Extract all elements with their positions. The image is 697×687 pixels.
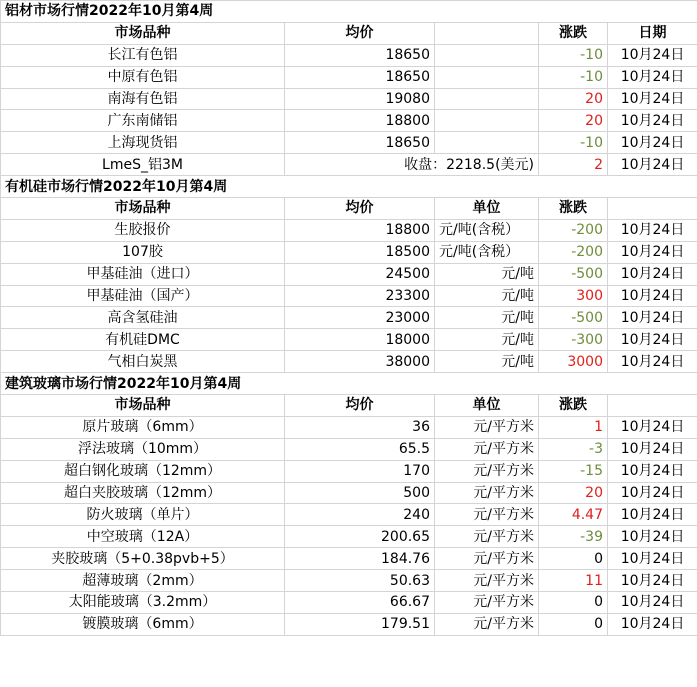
table-row xyxy=(1,88,697,110)
header-date[interactable]: 日期 xyxy=(608,22,697,44)
item-name[interactable]: 浮法玻璃（10mm） xyxy=(1,438,285,460)
change[interactable]: 20 xyxy=(539,110,608,132)
empty-cell[interactable] xyxy=(435,110,539,132)
item-name[interactable]: 广东南储铝 xyxy=(1,110,285,132)
date[interactable]: 10月24日 xyxy=(608,526,697,548)
item-name[interactable]: 原片玻璃（6mm） xyxy=(1,416,285,438)
date[interactable]: 10月24日 xyxy=(608,88,697,110)
header-item[interactable]: 市场品种 xyxy=(1,198,285,220)
price[interactable]: 184.76 xyxy=(285,548,435,570)
table-row xyxy=(1,526,697,548)
date[interactable]: 10月24日 xyxy=(608,110,697,132)
price[interactable]: 38000 xyxy=(285,351,435,373)
table-row xyxy=(1,110,697,132)
unit[interactable]: 元/吨 xyxy=(435,307,539,329)
section-title[interactable]: 有机硅市场行情2022年10月第4周 xyxy=(1,176,697,198)
change[interactable]: 3000 xyxy=(539,351,608,373)
item-name[interactable]: 甲基硅油（进口） xyxy=(1,263,285,285)
item-name[interactable]: 镀膜玻璃（6mm） xyxy=(1,613,285,635)
table-row xyxy=(1,307,697,329)
unit[interactable]: 元/平方米 xyxy=(435,438,539,460)
change[interactable]: -200 xyxy=(539,241,608,263)
item-name[interactable]: 超白钢化玻璃（12mm） xyxy=(1,460,285,482)
price[interactable]: 66.67 xyxy=(285,592,435,614)
glass-header-row xyxy=(1,395,697,417)
change[interactable]: -500 xyxy=(539,263,608,285)
header-change[interactable]: 涨跌 xyxy=(539,198,608,220)
table-row xyxy=(1,570,697,592)
price[interactable]: 24500 xyxy=(285,263,435,285)
change[interactable]: 1 xyxy=(539,416,608,438)
item-name[interactable]: 高含氢硅油 xyxy=(1,307,285,329)
table-row xyxy=(1,482,697,504)
header-change[interactable]: 涨跌 xyxy=(539,22,608,44)
table-row xyxy=(1,613,697,635)
price[interactable]: 18500 xyxy=(285,241,435,263)
price[interactable]: 200.65 xyxy=(285,526,435,548)
header-unit[interactable]: 单位 xyxy=(435,198,539,220)
date[interactable]: 10月24日 xyxy=(608,504,697,526)
change[interactable]: 0 xyxy=(539,548,608,570)
date[interactable]: 10月24日 xyxy=(608,241,697,263)
item-name[interactable]: 长江有色铝 xyxy=(1,44,285,66)
item-name[interactable]: 甲基硅油（国产） xyxy=(1,285,285,307)
header-price[interactable]: 均价 xyxy=(285,395,435,417)
date[interactable]: 10月24日 xyxy=(608,548,697,570)
unit[interactable]: 元/吨 xyxy=(435,351,539,373)
price[interactable]: 170 xyxy=(285,460,435,482)
table-row xyxy=(1,285,697,307)
unit[interactable]: 元/吨(含税） xyxy=(435,219,539,241)
table-row xyxy=(1,548,697,570)
item-name[interactable]: 夹胶玻璃（5+0.38pvb+5） xyxy=(1,548,285,570)
change[interactable]: -15 xyxy=(539,460,608,482)
price[interactable]: 18000 xyxy=(285,329,435,351)
change[interactable]: 0 xyxy=(539,592,608,614)
aluminum-header-row xyxy=(1,22,697,44)
price[interactable]: 18650 xyxy=(285,66,435,88)
table-row xyxy=(1,219,697,241)
date[interactable]: 10月24日 xyxy=(608,44,697,66)
unit[interactable]: 元/吨(含税） xyxy=(435,241,539,263)
glass-title-row xyxy=(1,373,697,395)
unit[interactable]: 元/平方米 xyxy=(435,548,539,570)
date[interactable]: 10月24日 xyxy=(608,482,697,504)
empty-cell[interactable] xyxy=(435,66,539,88)
table-row xyxy=(1,438,697,460)
item-name[interactable]: 超薄玻璃（2mm） xyxy=(1,570,285,592)
empty-cell[interactable] xyxy=(435,132,539,154)
item-name[interactable]: 防火玻璃（单片） xyxy=(1,504,285,526)
header-item[interactable]: 市场品种 xyxy=(1,395,285,417)
price[interactable]: 50.63 xyxy=(285,570,435,592)
price[interactable]: 18800 xyxy=(285,219,435,241)
table-row xyxy=(1,416,697,438)
table-row xyxy=(1,44,697,66)
change[interactable]: 11 xyxy=(539,570,608,592)
date[interactable]: 10月24日 xyxy=(608,438,697,460)
table-row xyxy=(1,592,697,614)
item-name[interactable]: 南海有色铝 xyxy=(1,88,285,110)
date[interactable]: 10月24日 xyxy=(608,154,697,176)
change[interactable]: -3 xyxy=(539,438,608,460)
date[interactable]: 10月24日 xyxy=(608,351,697,373)
section-title[interactable]: 建筑玻璃市场行情2022年10月第4周 xyxy=(1,373,697,395)
unit[interactable]: 元/平方米 xyxy=(435,416,539,438)
unit[interactable]: 元/平方米 xyxy=(435,570,539,592)
price[interactable]: 65.5 xyxy=(285,438,435,460)
empty-cell[interactable] xyxy=(608,395,697,417)
empty-cell[interactable] xyxy=(608,198,697,220)
date[interactable]: 10月24日 xyxy=(608,263,697,285)
item-name[interactable]: LmeS_铝3M xyxy=(1,154,285,176)
change[interactable]: 2 xyxy=(539,154,608,176)
date[interactable]: 10月24日 xyxy=(608,66,697,88)
price[interactable]: 179.51 xyxy=(285,613,435,635)
change[interactable]: -39 xyxy=(539,526,608,548)
change[interactable]: 0 xyxy=(539,613,608,635)
price[interactable]: 收盘：2218.5(美元) xyxy=(285,154,539,176)
item-name[interactable]: 上海现货铝 xyxy=(1,132,285,154)
table-row xyxy=(1,132,697,154)
change[interactable]: -10 xyxy=(539,132,608,154)
change[interactable]: 4.47 xyxy=(539,504,608,526)
change[interactable]: 300 xyxy=(539,285,608,307)
table-row xyxy=(1,329,697,351)
item-name[interactable]: 生胶报价 xyxy=(1,219,285,241)
aluminum-title-row xyxy=(1,1,697,23)
unit[interactable]: 元/平方米 xyxy=(435,460,539,482)
table-row xyxy=(1,66,697,88)
date[interactable]: 10月24日 xyxy=(608,570,697,592)
item-name[interactable]: 107胶 xyxy=(1,241,285,263)
unit[interactable]: 元/平方米 xyxy=(435,504,539,526)
date[interactable]: 10月24日 xyxy=(608,592,697,614)
header-price[interactable]: 均价 xyxy=(285,22,435,44)
item-name[interactable]: 太阳能玻璃（3.2mm） xyxy=(1,592,285,614)
empty-cell[interactable] xyxy=(435,88,539,110)
item-name[interactable]: 有机硅DMC xyxy=(1,329,285,351)
item-name[interactable]: 气相白炭黑 xyxy=(1,351,285,373)
table-row xyxy=(1,154,697,176)
change[interactable]: -10 xyxy=(539,66,608,88)
empty-cell[interactable] xyxy=(435,44,539,66)
price[interactable]: 23000 xyxy=(285,307,435,329)
unit[interactable]: 元/吨 xyxy=(435,263,539,285)
price[interactable]: 18650 xyxy=(285,44,435,66)
change[interactable]: -200 xyxy=(539,219,608,241)
unit[interactable]: 元/平方米 xyxy=(435,592,539,614)
price[interactable]: 36 xyxy=(285,416,435,438)
date[interactable]: 10月24日 xyxy=(608,416,697,438)
unit[interactable]: 元/吨 xyxy=(435,285,539,307)
date[interactable]: 10月24日 xyxy=(608,219,697,241)
table-row xyxy=(1,460,697,482)
price[interactable]: 240 xyxy=(285,504,435,526)
change[interactable]: -500 xyxy=(539,307,608,329)
table-row xyxy=(1,351,697,373)
table-row xyxy=(1,504,697,526)
header-unit[interactable]: 单位 xyxy=(435,395,539,417)
change[interactable]: 20 xyxy=(539,482,608,504)
table-row xyxy=(1,263,697,285)
silicone-header-row xyxy=(1,198,697,220)
item-name[interactable]: 中空玻璃（12A） xyxy=(1,526,285,548)
unit[interactable]: 元/平方米 xyxy=(435,613,539,635)
empty-cell[interactable] xyxy=(435,22,539,44)
header-item[interactable]: 市场品种 xyxy=(1,22,285,44)
date[interactable]: 10月24日 xyxy=(608,132,697,154)
unit[interactable]: 元/平方米 xyxy=(435,526,539,548)
item-name[interactable]: 超白夹胶玻璃（12mm） xyxy=(1,482,285,504)
price[interactable]: 23300 xyxy=(285,285,435,307)
table-row xyxy=(1,241,697,263)
silicone-title-row xyxy=(1,176,697,198)
item-name[interactable]: 中原有色铝 xyxy=(1,66,285,88)
price[interactable]: 18800 xyxy=(285,110,435,132)
date[interactable]: 10月24日 xyxy=(608,613,697,635)
price[interactable]: 19080 xyxy=(285,88,435,110)
change[interactable]: -300 xyxy=(539,329,608,351)
change[interactable]: 20 xyxy=(539,88,608,110)
change[interactable]: -10 xyxy=(539,44,608,66)
price[interactable]: 18650 xyxy=(285,132,435,154)
section-title[interactable]: 铝材市场行情2022年10月第4周 xyxy=(1,1,697,23)
price[interactable]: 500 xyxy=(285,482,435,504)
date[interactable]: 10月24日 xyxy=(608,460,697,482)
header-change[interactable]: 涨跌 xyxy=(539,395,608,417)
date[interactable]: 10月24日 xyxy=(608,329,697,351)
date[interactable]: 10月24日 xyxy=(608,285,697,307)
unit[interactable]: 元/平方米 xyxy=(435,482,539,504)
header-price[interactable]: 均价 xyxy=(285,198,435,220)
date[interactable]: 10月24日 xyxy=(608,307,697,329)
unit[interactable]: 元/吨 xyxy=(435,329,539,351)
